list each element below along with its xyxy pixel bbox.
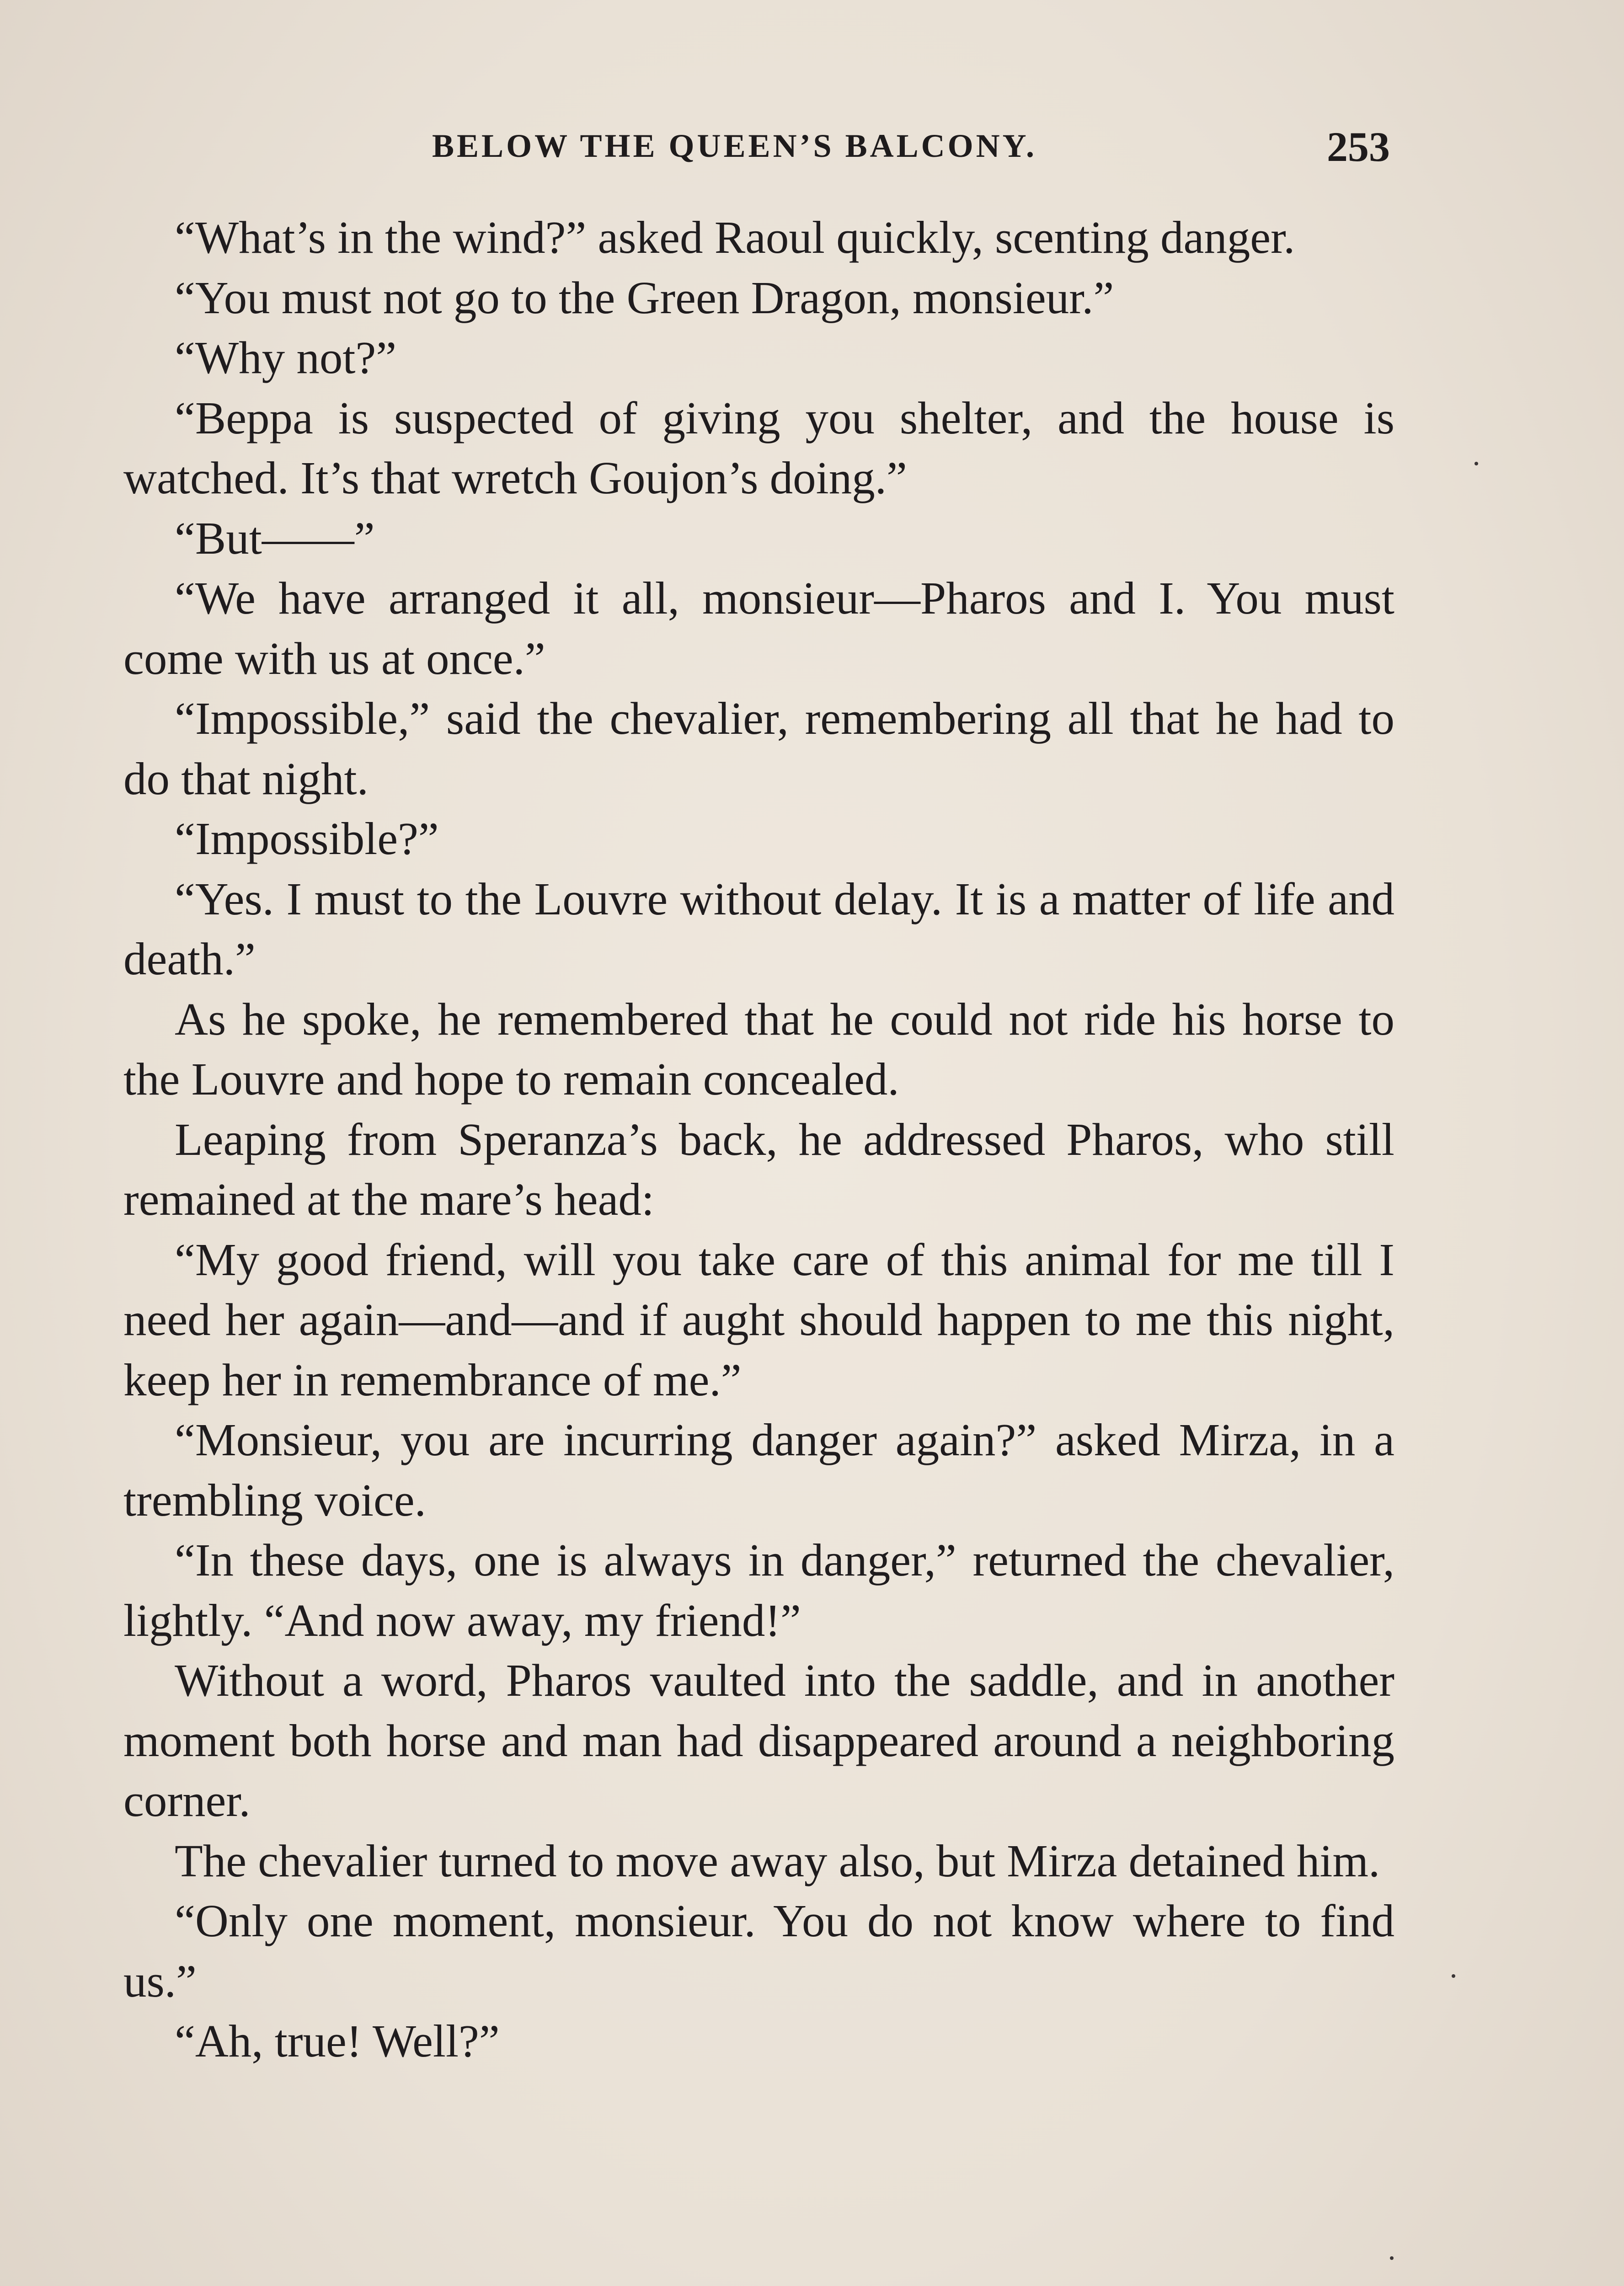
paragraph: “Why not?” [175,332,397,383]
paragraph: “Yes. I must to the Louvre without delay. It is a matter of life and death.” [123,873,1394,984]
paragraph: “What’s in the wind?” asked Raoul quickly, scenting danger. [175,212,1295,263]
paragraph: “Impossible?” [175,813,439,864]
ink-speck [1390,2256,1394,2260]
paragraph: “You must not go to the Green Dragon, monsieur.” [175,272,1114,323]
paragraph: “We have arranged it all, monsieur—Pharos and I. You must come with us at once.” [123,572,1394,684]
ink-speck [1452,1974,1455,1978]
page-number: 253 [1327,123,1390,170]
paragraph: “Only one moment, monsieur. You do not know where to find us.” [123,1895,1394,2007]
paragraph: The chevalier turned to move away also, but Mirza detained him. [175,1835,1380,1886]
paragraph: “In these days, one is always in danger,” returned the chevalier, lightly. “And now away, my friend!” [123,1534,1394,1646]
paragraph: “Impossible,” said the chevalier, remembering all that he had to do that night. [123,693,1394,804]
paragraph: “But——” [175,512,375,564]
paragraph: Without a word, Pharos vaulted into the saddle, and in another moment both horse and man had disappeared around a neighboring corner. [123,1655,1394,1826]
paragraph: “My good friend, will you take care of this animal for me till I need her again—and—and if aught should happen to me this night, keep her in remembrance of me.” [123,1234,1394,1405]
paragraph: As he spoke, he remembered that he could not ride his horse to the Louvre and hope to remain concealed. [123,993,1394,1105]
paragraph: “Beppa is suspected of giving you shelter, and the house is watched. It’s that wretch Goujon’s doing.” [123,392,1394,503]
paragraph: “Ah, true! Well?” [175,2015,500,2067]
paragraph: Leaping from Speranza’s back, he addressed Pharos, who still remained at the mare’s head: [123,1113,1394,1225]
ink-speck [1474,462,1478,465]
running-title: BELOW THE QUEEN’S BALCONY. [432,128,1037,164]
paragraph: “Monsieur, you are incurring danger again?” asked Mirza, in a trembling voice. [123,1414,1394,1526]
body-text [123,208,1394,2072]
page-header [123,123,1399,177]
